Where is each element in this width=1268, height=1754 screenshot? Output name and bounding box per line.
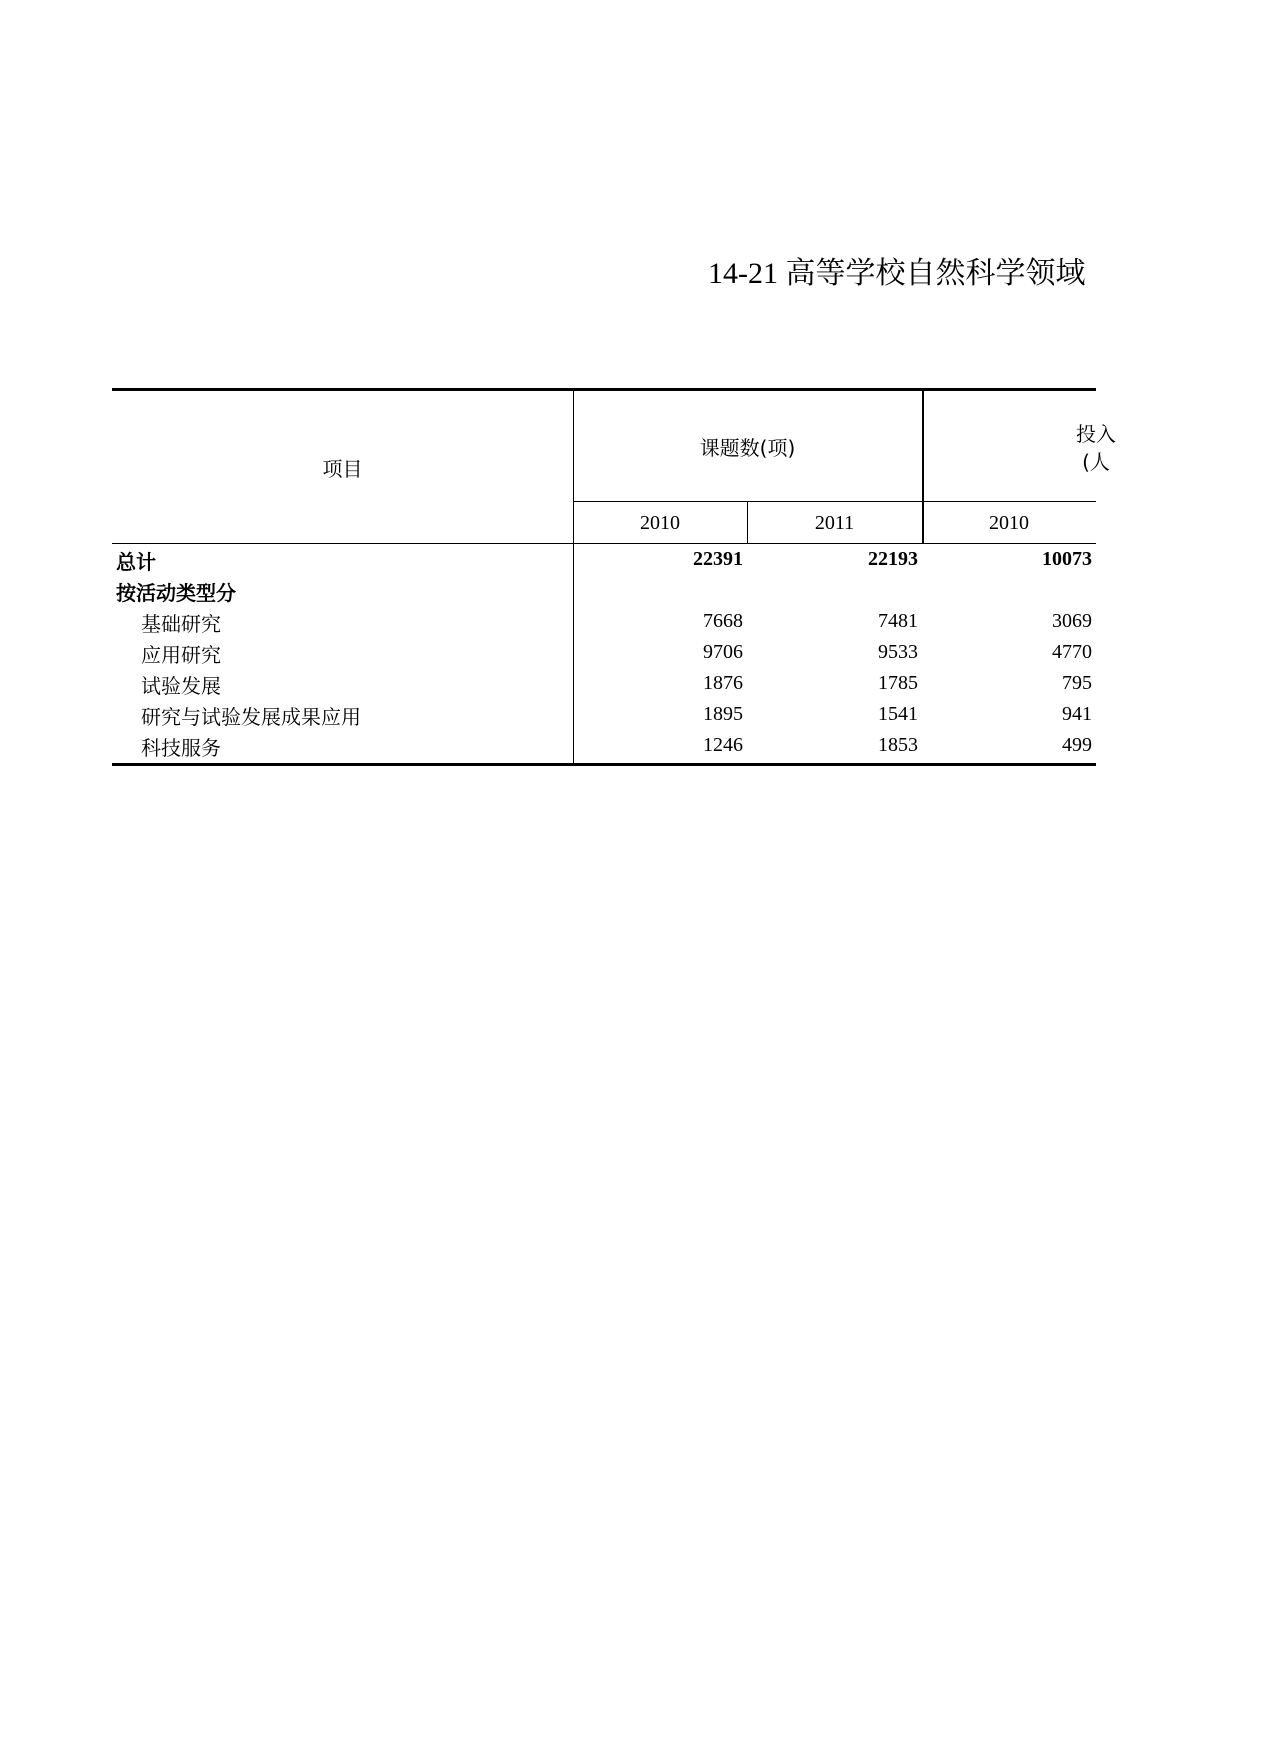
table-top-rule bbox=[112, 388, 1096, 391]
header-year: 2010 bbox=[989, 512, 1029, 534]
table-bottom-rule bbox=[112, 763, 1096, 766]
cell-value: 9533 bbox=[878, 641, 918, 663]
cell-value: 1876 bbox=[703, 672, 743, 694]
page-title: 14-21 高等学校自然科学领域 bbox=[708, 257, 1086, 290]
cell-value: 10073 bbox=[1042, 548, 1092, 570]
cell-value: 22193 bbox=[868, 548, 918, 570]
row-label-total: 总计 bbox=[116, 550, 156, 574]
cell-value: 941 bbox=[1062, 703, 1092, 725]
data-table bbox=[112, 388, 1116, 768]
cell-value: 1785 bbox=[878, 672, 918, 694]
header-group-topics: 课题数(项) bbox=[699, 436, 796, 460]
header-group-input-line2: (人 bbox=[1082, 450, 1110, 474]
cell-value: 22391 bbox=[693, 548, 743, 570]
cell-value: 795 bbox=[1062, 672, 1092, 694]
row-label: 应用研究 bbox=[141, 643, 221, 667]
cell-value: 7481 bbox=[878, 610, 918, 632]
header-year: 2011 bbox=[814, 512, 855, 534]
cell-value: 499 bbox=[1062, 734, 1092, 756]
row-label-by-activity: 按活动类型分 bbox=[116, 581, 236, 605]
row-label: 科技服务 bbox=[141, 736, 221, 760]
header-bottom-rule bbox=[112, 543, 1096, 544]
cell-value: 7668 bbox=[703, 610, 743, 632]
cell-value: 1853 bbox=[878, 734, 918, 756]
cell-value: 4770 bbox=[1052, 641, 1092, 663]
cell-value: 1541 bbox=[878, 703, 918, 725]
year-header-rule bbox=[573, 501, 1096, 502]
header-item: 项目 bbox=[322, 457, 363, 481]
header-year: 2010 bbox=[640, 512, 680, 534]
cell-value: 9706 bbox=[703, 641, 743, 663]
row-label: 基础研究 bbox=[141, 612, 221, 636]
row-label: 试验发展 bbox=[141, 674, 221, 698]
row-label: 研究与试验发展成果应用 bbox=[141, 705, 361, 729]
cell-value: 1246 bbox=[703, 734, 743, 756]
cell-value: 3069 bbox=[1052, 610, 1092, 632]
cell-value: 1895 bbox=[703, 703, 743, 725]
header-group-input-line1: 投入 bbox=[1076, 422, 1116, 446]
